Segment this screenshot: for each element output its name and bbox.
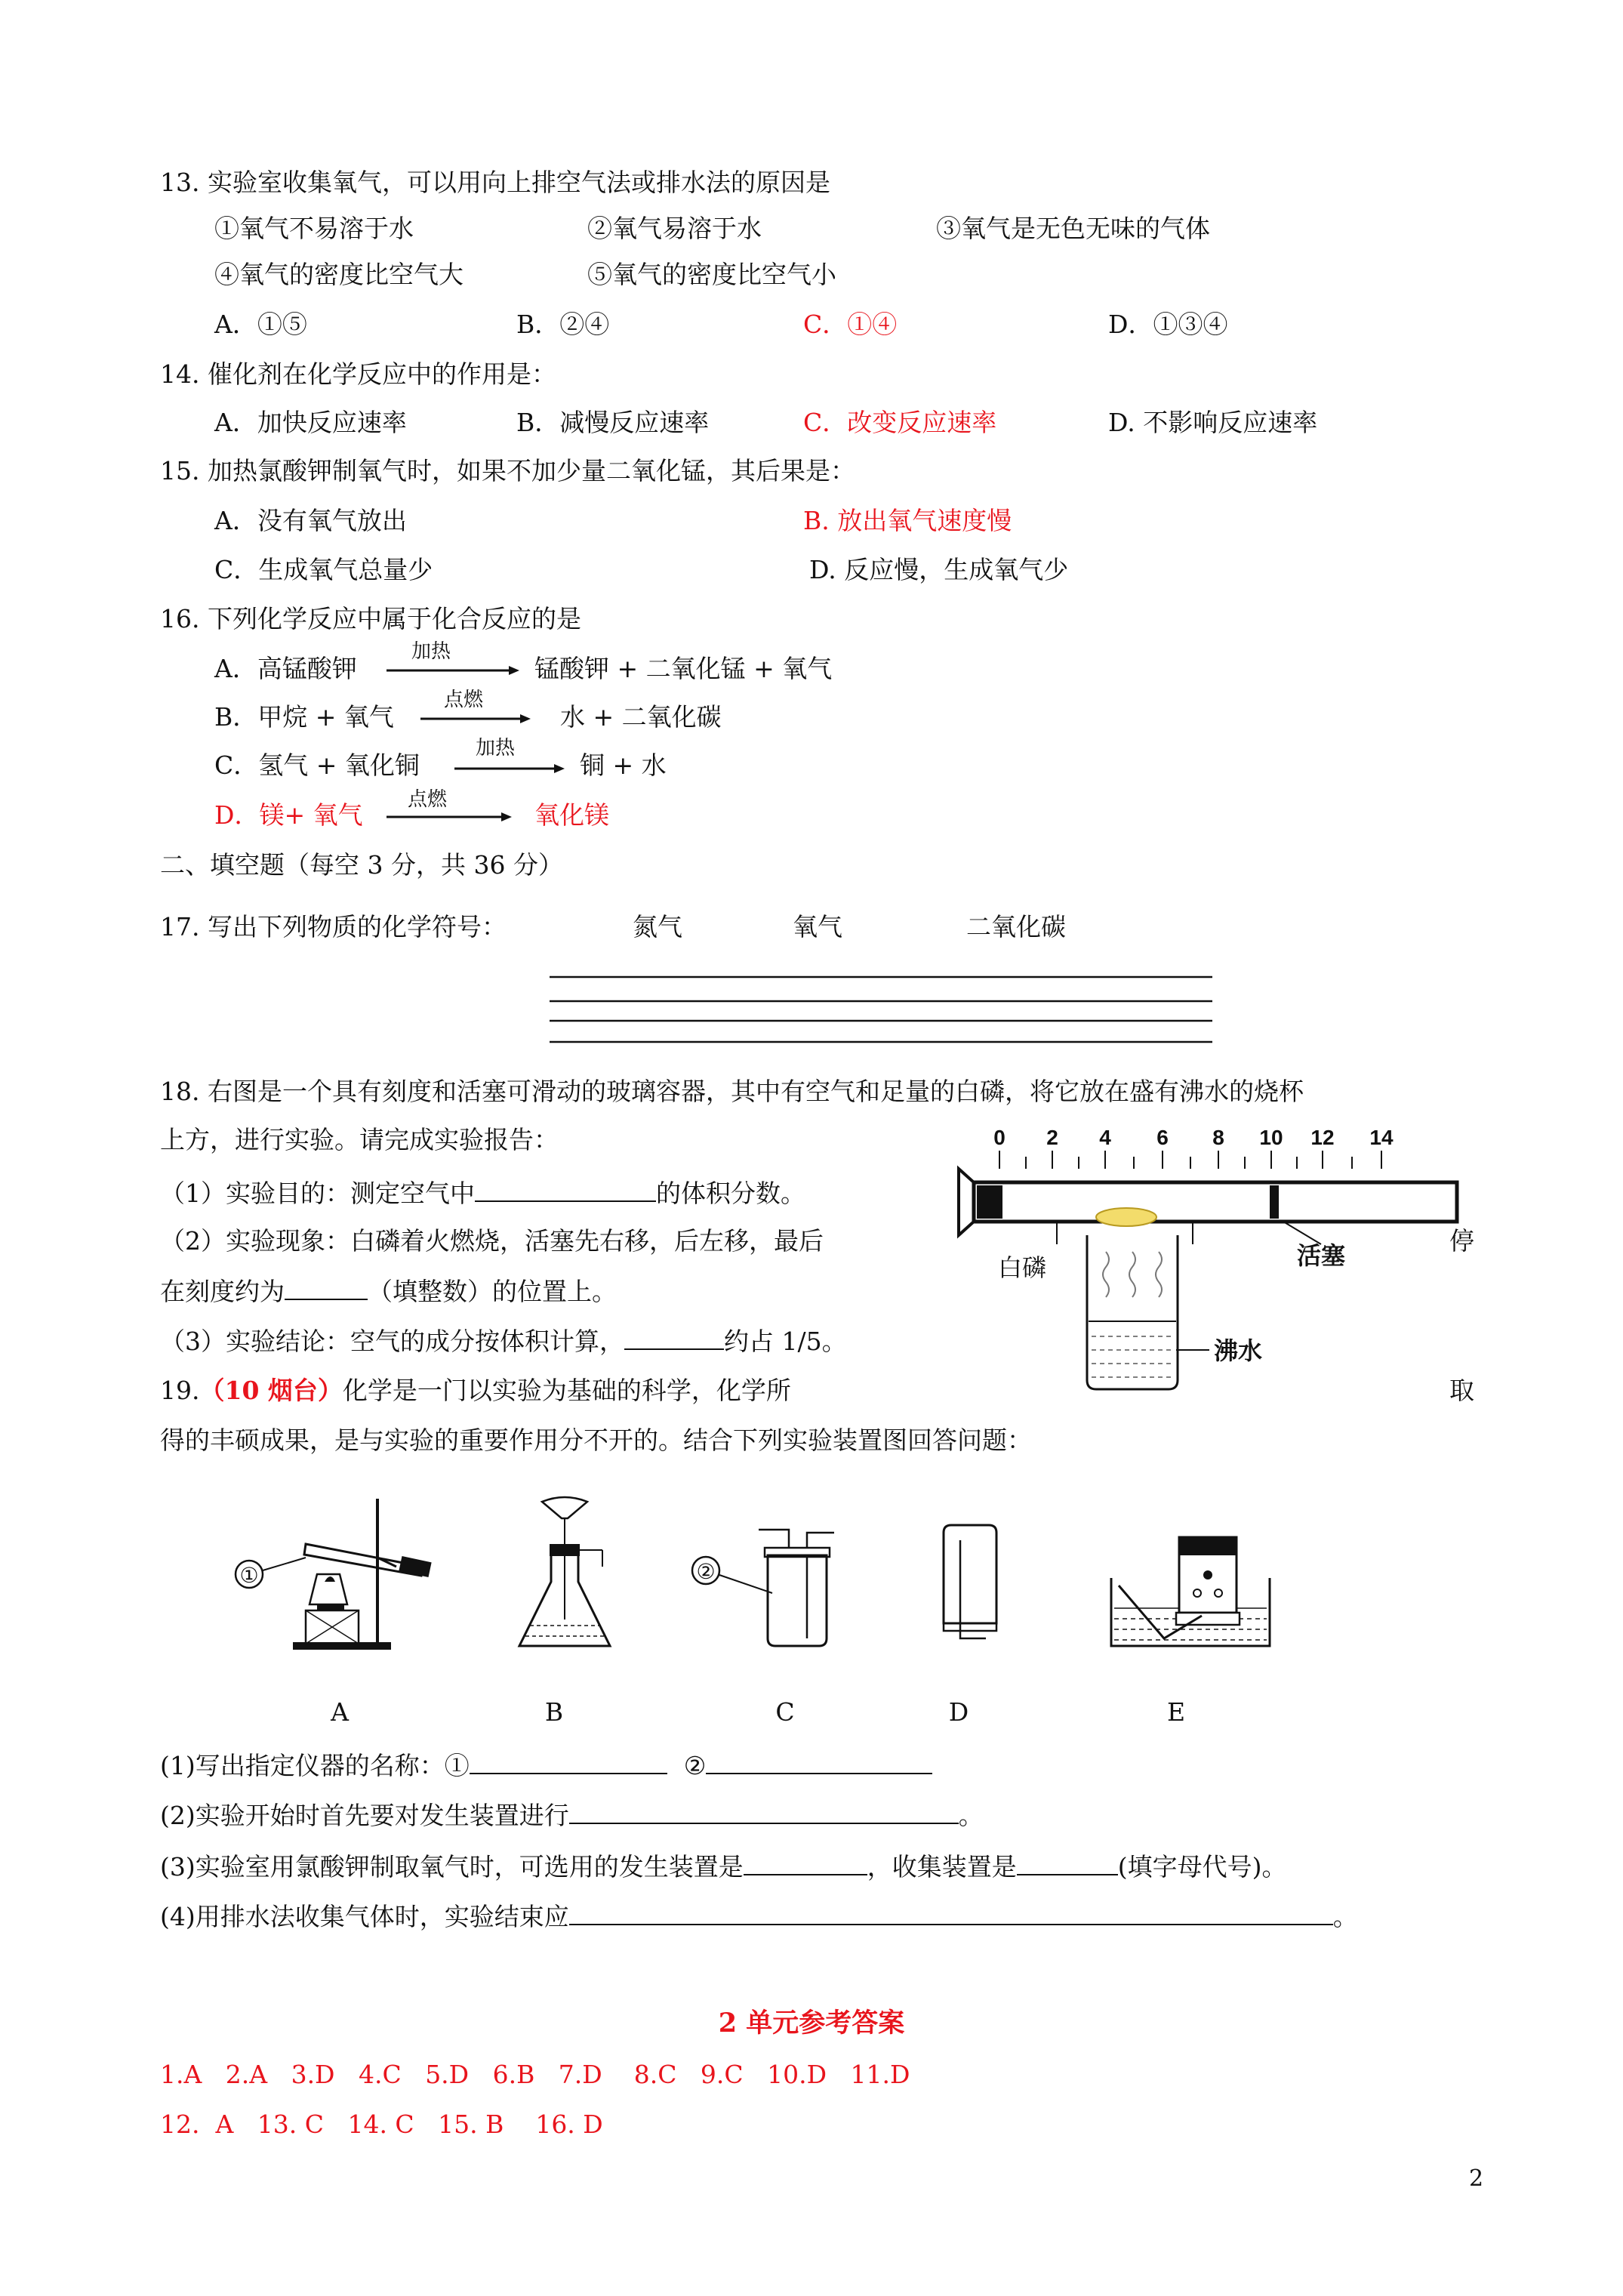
piston — [1270, 1185, 1279, 1219]
q18-part1-prefix: （1）实验目的：测定空气中 — [160, 1179, 475, 1208]
label-apparatus-b: B — [544, 1697, 564, 1727]
q18-apparatus-figure — [944, 1123, 1472, 1395]
q19-sub1 — [160, 1750, 932, 1781]
q17-substance-1: 氮气 — [633, 912, 682, 942]
q16-option-a-condition: 加热 — [411, 640, 451, 663]
answer-key-title: 2 单元参考答案 — [718, 2008, 905, 2039]
q16-option-c-products: 铜 + 水 — [580, 750, 667, 780]
q19-tail: 取 — [1449, 1376, 1474, 1405]
q19-line2: 得的丰硕成果，是与实验的重要作用分不开的。结合下列实验装置图回答问题： — [160, 1425, 1032, 1455]
q19-sub1-blank2[interactable] — [706, 1750, 932, 1774]
q19-sub3-blank2[interactable] — [1017, 1851, 1118, 1875]
answer-key-line1: 1.A 2.A 3.D 4.C 5.D 6.B 7.D 8.C 9.C 10.D 11.D — [160, 2060, 910, 2089]
white-phosphorus — [1096, 1208, 1156, 1226]
q16-option-c-arrow — [453, 763, 566, 775]
q14-option-b: B．减慢反应速率 — [516, 408, 710, 437]
q19-sub2-suffix: 。 — [958, 1801, 984, 1830]
label-apparatus-e: E — [1166, 1697, 1186, 1727]
q15-option-b-answer: B. 放出氧气速度慢 — [803, 506, 1012, 535]
q15-option-c: C．生成氧气总量少 — [214, 555, 433, 584]
q13-option-a: A．①⑤ — [214, 310, 307, 339]
label-apparatus-c: C — [775, 1697, 795, 1727]
q15-option-a: A．没有氧气放出 — [214, 506, 407, 535]
label-white-phosphorus: 白磷 — [998, 1253, 1047, 1282]
q19-sub2 — [160, 1800, 984, 1831]
label-apparatus-d: D — [948, 1697, 969, 1727]
scale-tick-12: 12 — [1310, 1126, 1335, 1149]
apparatus-d-inverted-bottle — [929, 1518, 1019, 1653]
q16-option-a-reactants: A．高锰酸钾 — [214, 654, 357, 683]
q16-option-d-product-answer: 氧化镁 — [534, 800, 609, 830]
q19-sub4-blank[interactable] — [569, 1901, 1333, 1925]
q19-number: 19. — [160, 1376, 200, 1405]
q19-sub4-prefix: (4)用排水法收集气体时，实验结束应 — [160, 1902, 569, 1931]
q19-source: （10 烟台） — [199, 1376, 343, 1405]
q14-stem: 14. 催化剂在化学反应中的作用是： — [160, 359, 556, 389]
answer-key-line2: 12. A 13. C 14. C 15. B 16. D — [160, 2110, 603, 2139]
label-boiling-water: 沸水 — [1214, 1336, 1263, 1365]
q17-substance-3: 二氧化碳 — [966, 912, 1066, 942]
q19-sub3-prefix: (3)实验室用氯酸钾制取氧气时，可选用的发生装置是 — [160, 1852, 744, 1881]
label-apparatus-a: A — [331, 1697, 349, 1727]
scale-tick-6: 6 — [1156, 1126, 1169, 1149]
apparatus-e-water-trough — [1104, 1533, 1277, 1653]
q18-part3-blank[interactable] — [624, 1326, 724, 1350]
scale-tick-0: 0 — [993, 1126, 1006, 1149]
label-piston: 活塞 — [1297, 1241, 1346, 1270]
q19-sub3-mid: ，收集装置是 — [867, 1852, 1017, 1881]
scale-tick-14: 14 — [1369, 1126, 1394, 1149]
page-number: 2 — [1469, 2165, 1484, 2192]
beaker — [1087, 1235, 1178, 1389]
q16-option-b-products: 水 + 二氧化碳 — [560, 702, 722, 732]
q14-option-c-answer: C．改变反应速率 — [803, 408, 997, 437]
scale-tick-8: 8 — [1212, 1126, 1224, 1149]
q19-text: 化学是一门以实验为基础的科学，化学所 — [342, 1376, 791, 1405]
q18-part3 — [160, 1326, 847, 1357]
q17-stem: 17. 写出下列物质的化学符号： — [160, 912, 507, 942]
q13-statement-2: ②氧气易溶于水 — [587, 214, 762, 243]
q16-option-b-arrow — [419, 713, 532, 725]
q19-sub1-blank1[interactable] — [470, 1750, 667, 1774]
q16-option-b-reactants: B．甲烷 + 氧气 — [214, 702, 394, 732]
q19-sub4-suffix: 。 — [1332, 1902, 1358, 1931]
q18-part1-blank[interactable] — [475, 1178, 656, 1202]
q16-option-d-reactants-answer: D．镁+ 氧气 — [214, 800, 363, 830]
q18-part2b — [160, 1276, 617, 1307]
q19-sub3-blank1[interactable] — [744, 1851, 867, 1875]
q18-intro-line2: 上方，进行实验。请完成实验报告： — [160, 1125, 559, 1154]
q14-option-a: A．加快反应速率 — [214, 408, 407, 437]
apparatus-c-bottle — [683, 1525, 834, 1661]
q18-part2b-prefix: 在刻度约为 — [160, 1277, 285, 1306]
q16-option-c-reactants: C．氢气 + 氧化铜 — [214, 750, 420, 780]
q16-option-d-condition: 点燃 — [408, 788, 448, 811]
q13-option-c-answer: C．①④ — [803, 310, 898, 339]
q13-statement-3: ③氧气是无色无味的气体 — [936, 214, 1210, 243]
q18-part2-tail: 停 — [1449, 1226, 1474, 1256]
q16-option-c-condition: 加热 — [476, 737, 516, 760]
q19-sub3 — [160, 1851, 1287, 1882]
q19-sub1-prefix: (1)写出指定仪器的名称：① — [160, 1751, 470, 1780]
q15-option-d: D. 反应慢，生成氧气少 — [809, 555, 1069, 584]
marker-2: ② — [696, 1559, 716, 1584]
q18-part1 — [160, 1178, 805, 1209]
scale-tick-4: 4 — [1099, 1126, 1111, 1149]
q18-part2-prefix: （2）实验现象：白磷着火燃烧，活塞先右移，后左移，最后 — [160, 1226, 824, 1256]
q19-sub2-blank[interactable] — [569, 1800, 959, 1824]
q16-option-a-arrow — [385, 664, 521, 676]
graduated-tube — [974, 1182, 1457, 1222]
marker-1: ① — [239, 1563, 259, 1588]
q17-answer-lines — [550, 972, 1214, 1048]
scale-tick-2: 2 — [1046, 1126, 1058, 1149]
q19-intro — [160, 1376, 791, 1406]
q13-statement-5: ⑤氧气的密度比空气小 — [587, 260, 836, 289]
scale-tick-marks — [999, 1151, 1381, 1169]
q18-part3-prefix: （3）实验结论：空气的成分按体积计算， — [160, 1327, 624, 1356]
q18-part1-suffix: 的体积分数。 — [656, 1179, 805, 1208]
q18-part3-suffix: 约占 1/5。 — [724, 1327, 847, 1356]
q13-stem: 13. 实验室收集氧气，可以用向上排空气法或排水法的原因是 — [160, 168, 830, 197]
q18-part2b-blank[interactable] — [285, 1276, 368, 1300]
q16-option-a-products: 锰酸钾 + 二氧化锰 + 氧气 — [534, 654, 833, 683]
q19-sub2-prefix: (2)实验开始时首先要对发生装置进行 — [160, 1801, 569, 1830]
q18-intro-line1: 18. 右图是一个具有刻度和活塞可滑动的玻璃容器，其中有空气和足量的白磷，将它放在盛有沸水的烧杯 — [160, 1077, 1304, 1106]
apparatus-b-flask — [504, 1491, 625, 1665]
tube-stopper — [959, 1169, 974, 1235]
q16-stem: 16. 下列化学反应中属于化合反应的是 — [160, 604, 581, 633]
apparatus-a-heating — [226, 1491, 453, 1665]
q16-option-d-arrow — [385, 811, 513, 823]
q19-sub1-mid: ② — [683, 1751, 707, 1780]
q14-option-d: D. 不影响反应速率 — [1108, 408, 1318, 437]
q17-substance-2: 氧气 — [793, 912, 842, 942]
q19-sub3-suffix: (填字母代号)。 — [1117, 1852, 1287, 1881]
q19-sub4 — [160, 1901, 1358, 1932]
q15-stem: 15. 加热氯酸钾制氧气时，如果不加少量二氧化锰，其后果是： — [160, 456, 855, 485]
q16-option-b-condition: 点燃 — [444, 689, 484, 711]
q13-option-b: B．②④ — [516, 310, 610, 339]
q13-option-d: D．①③④ — [1108, 310, 1228, 339]
tube-left-end — [977, 1185, 1002, 1219]
q13-statement-4: ④氧气的密度比空气大 — [214, 260, 463, 289]
q18-part2b-suffix: （填整数）的位置上。 — [368, 1277, 617, 1306]
section-heading-fill-blank: 二、填空题（每空 3 分，共 36 分） — [160, 850, 563, 880]
scale-tick-10: 10 — [1259, 1126, 1283, 1149]
q13-statement-1: ①氧气不易溶于水 — [214, 214, 414, 243]
